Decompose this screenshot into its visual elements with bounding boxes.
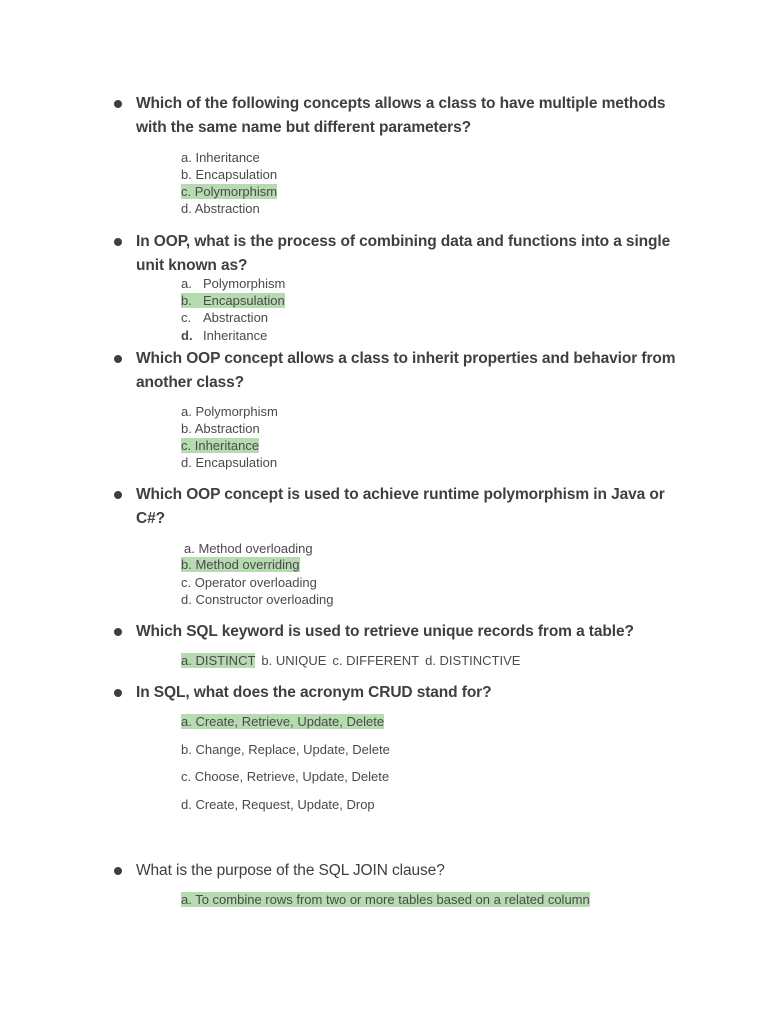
question-4: Which OOP concept is used to achieve runtime polymorphism in Java or C#? <box>136 486 665 527</box>
bullet-icon <box>114 355 122 363</box>
q6-answer-highlight: a. Create, Retrieve, Update, Delete <box>181 714 385 729</box>
bullet-icon <box>114 867 122 875</box>
q3-option-b: b. Abstraction <box>181 421 260 436</box>
q2-option-b <box>181 292 285 309</box>
q2-option-c: c. Abstraction <box>181 310 269 325</box>
q4-option-a: a. Method overloading <box>184 541 313 556</box>
q1-option-b: b. Encapsulation <box>181 167 278 182</box>
question-7: What is the purpose of the SQL JOIN clause? <box>136 862 445 879</box>
bullet-icon <box>114 689 122 697</box>
bullet-icon <box>114 491 122 499</box>
bullet-icon <box>114 100 122 108</box>
question-3: Which OOP concept allows a class to inherit properties and behavior from another class? <box>136 350 676 391</box>
q4-answer-highlight: b. Method overriding <box>181 557 300 572</box>
q5-options-row <box>181 652 520 669</box>
q4-option-d: d. Constructor overloading <box>181 592 334 607</box>
q5-option-b: b. UNIQUE <box>261 653 327 668</box>
q2-option-d: d. Inheritance <box>181 328 268 343</box>
q1-option-a: a. Inheritance <box>181 150 260 165</box>
q1-answer-highlight: c. Polymorphism <box>181 184 278 199</box>
q3-option-a: a. Polymorphism <box>181 404 278 419</box>
q2-option-a: a. Polymorphism <box>181 276 286 291</box>
q6-option-b: b. Change, Replace, Update, Delete <box>181 742 390 757</box>
q6-option-c: c. Choose, Retrieve, Update, Delete <box>181 769 390 784</box>
q1-option-d: d. Abstraction <box>181 201 260 216</box>
q5-option-c: c. DIFFERENT <box>332 653 420 668</box>
q4-option-b <box>181 556 300 573</box>
bullet-icon <box>114 628 122 636</box>
question-2: In OOP, what is the process of combining data and functions into a single unit known as? <box>136 233 671 274</box>
question-5: Which SQL keyword is used to retrieve unique records from a table? <box>136 623 634 640</box>
q5-option-d: d. DISTINCTIVE <box>425 653 521 668</box>
q3-answer-highlight: c. Inheritance <box>181 438 260 453</box>
question-1: Which of the following concepts allows a class to have multiple methods with the same name but different parameters? <box>136 95 666 136</box>
q3-option-c <box>181 437 259 454</box>
q3-option-d: d. Encapsulation <box>181 455 278 470</box>
question-6: In SQL, what does the acronym CRUD stand for? <box>136 684 492 701</box>
q6-option-d: d. Create, Request, Update, Drop <box>181 797 375 812</box>
q5-answer-highlight: a. DISTINCT <box>181 653 256 668</box>
bullet-icon <box>114 238 122 246</box>
q7-answer-highlight: a. To combine rows from two or more tables based on a related column <box>181 892 590 907</box>
q2-answer-highlight: b. Encapsulation <box>181 293 285 308</box>
q6-option-a <box>181 713 384 730</box>
q7-option-a <box>181 891 590 908</box>
q4-option-c: c. Operator overloading <box>181 575 317 590</box>
q1-option-c <box>181 183 277 200</box>
